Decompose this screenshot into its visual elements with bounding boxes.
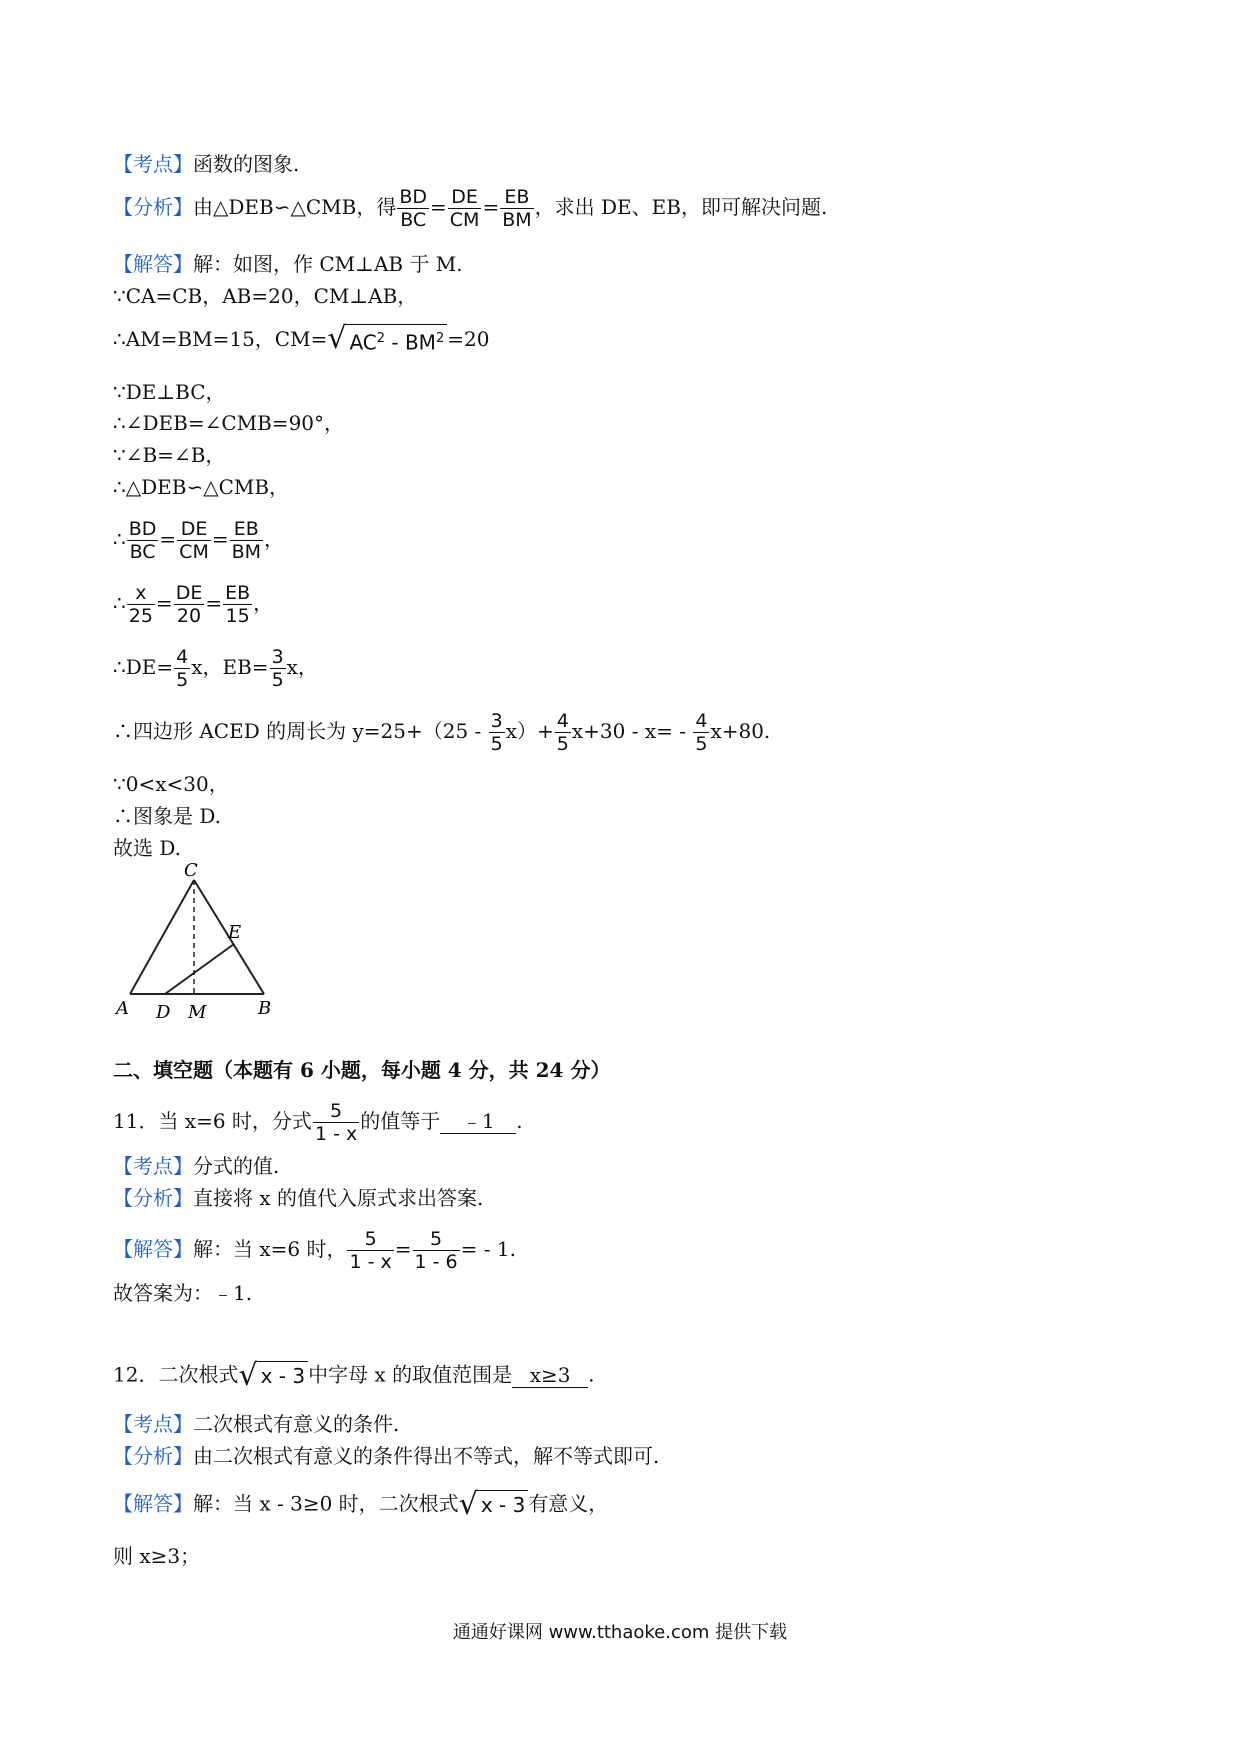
sqrt-expression: √ $AC^2 - BM^2$ [327,324,447,357]
fraction-5-over-1-x: $\frac{5}{1 - x}$ [314,1100,358,1145]
q11-jieda: 【解答】解：当 x=6 时， $\frac{5}{1 - x}$ = $\frac{5}{1 - 6}$ = - 1. [113,1228,516,1273]
answer-blank: x≥3 [512,1363,588,1388]
jieda-tag: 【解答】 [113,252,193,276]
q11-stem: 11．当 x=6 时，分式 $\frac{5}{1 - x}$ 的值等于 ﹣1 . [113,1100,523,1145]
q12-kaodian: 【考点】二次根式有意义的条件. [113,1412,400,1436]
proportion-values-line: ∴ $\frac{x}{25}$ = $\frac{DE}{20}$ = $\frac{EB}{15}$ ， [113,582,274,627]
step-line: ∵0<x<30， [113,772,229,796]
q12-stem: 12．二次根式 √ x - 3 中字母 x 的取值范围是 x≥3 . [113,1358,595,1393]
answer-line: 故选 D. [113,836,182,860]
answer-blank: ﹣1 [440,1109,516,1134]
q10-kaodian [113,152,299,176]
kaodian-text: 函数的图象. [193,152,300,176]
label-e: E [228,922,242,943]
q12-final: 则 x≥3； [113,1544,201,1568]
step-line: ∴图象是 D. [113,804,222,828]
q12-jieda: 【解答】解：当 x - 3≥0 时，二次根式 √ x - 3 有意义， [113,1487,609,1522]
label-m: M [188,1002,207,1022]
section-title: 二、填空题（本题有 6 小题，每小题 4 分，共 24 分） [113,1058,611,1082]
step-line: ∴△DEB∽△CMB， [113,475,290,499]
triangle-figure [112,862,282,1027]
fenxi-tag: 【分析】 [113,195,193,219]
q11-final: 故答案为：﹣1. [113,1281,253,1305]
q10-fenxi: 【分析】由△DEB∽△CMB，得 $\frac{BD}{BC}$ = $\frac{DE}{CM}$ = $\frac{EB}{BM}$ ，求出 DE、EB，即可解决问题. [113,186,828,231]
triangle-diagram [112,862,282,1022]
q11-fenxi: 【分析】直接将 x 的值代入原式求出答案. [113,1186,484,1210]
step-line-cm: ∴AM=BM=15，CM= √ $AC^2 - BM^2$ =20 [113,321,490,356]
jieda-text: 解：如图，作 CM⊥AB 于 M. [193,252,463,276]
q11-kaodian: 【考点】分式的值. [113,1154,280,1178]
label-a: A [116,998,129,1019]
step-line: ∵∠B=∠B， [113,443,226,467]
proportion-line: ∴ $\frac{BD}{BC}$ = $\frac{DE}{CM}$ = $\frac{EB}{BM}$ ， [113,518,285,563]
label-d: D [156,1002,171,1022]
label-c: C [184,862,198,881]
fenxi-text-a: 由△DEB∽△CMB，得 [193,195,397,219]
q10-jieda [113,252,463,276]
perimeter-line: ∴四边形 ACED 的周长为 y=25+（25 - $\frac{3}{5}$ x）+ $\frac{4}{5}$ x+30 - x= - $\frac{4}{5}$ x+80. [113,710,771,755]
q12-fenxi: 【分析】由二次根式有意义的条件得出不等式，解不等式即可. [113,1444,660,1468]
step-line: ∵CA=CB，AB=20，CM⊥AB， [113,284,418,308]
kaodian-tag: 【考点】 [113,152,193,176]
label-b: B [258,998,272,1019]
page-footer: 通通好课网 www.tthaoke.com 提供下载 [452,1622,788,1643]
fraction-de-cm: $\frac{DE}{CM}$ [449,186,480,231]
de-eb-line: ∴DE= $\frac{4}{5}$ x，EB= $\frac{3}{5}$ x， [113,646,318,691]
step-line: ∵DE⊥BC， [113,380,226,404]
fraction-bd-bc: $\frac{BD}{BC}$ [399,186,428,231]
sqrt-x-minus-3: √ x - 3 [238,1361,308,1391]
fenxi-text-b: ，求出 DE、EB，即可解决问题. [534,195,828,219]
fraction-eb-bm: $\frac{EB}{BM}$ [502,186,532,231]
step-line: ∴∠DEB=∠CMB=90°， [113,411,345,435]
